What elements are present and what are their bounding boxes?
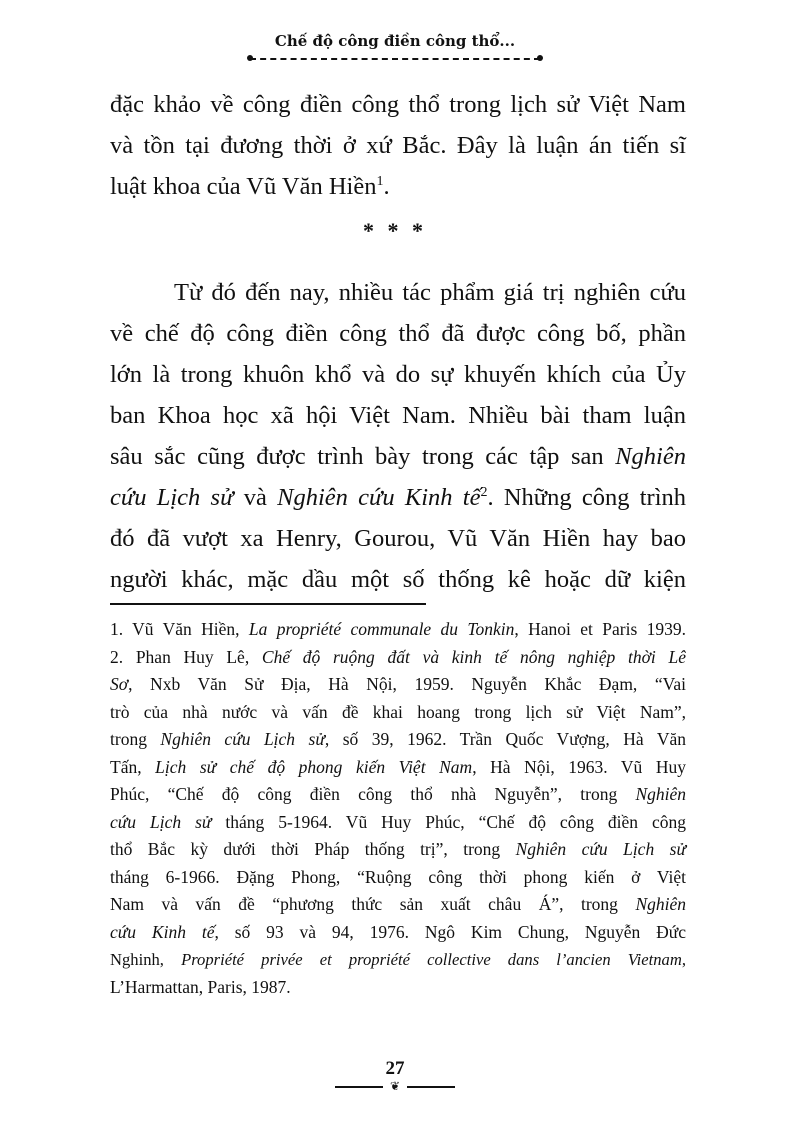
body-line: lớn là trong khuôn khổ và do sự khuyến khích của Ủy [110,361,686,388]
footnote-ref-1: 1 [376,173,384,189]
body-line: luật khoa của Vũ Văn Hiền$^1$. [110,173,390,200]
section-separator: * * * [363,218,427,243]
header-dashed-rule [250,58,540,60]
body-line: cứu Lịch sử và Nghiên cứu Kinh tế$^2$. Những công trình [110,484,687,511]
running-header-title: Chế độ công điền công thổ... [274,32,516,50]
header-rule-dot-left [247,55,253,61]
footnote-2-line: Tấn, Lịch sử chế độ phong kiến Việt Nam, Hà Nội, 1963. Vũ Huy [110,756,686,777]
body-line: và tồn tại đương thời ở xứ Bắc. Đây là luận án tiến sĩ [110,132,686,159]
body-line: về chế độ công điền công thổ đã được công bố, phần [110,320,686,347]
footnote-2-line: Phúc, “Chế độ công điền công thổ nhà Nguyễn”, trong Nghiên [110,784,686,804]
footnote-2-line: tháng 6-1966. Đặng Phong, “Ruộng công thời phong kiến ở Việt [110,866,686,887]
footnote-2-line: Nam và vấn đề “phương thức sản xuất châu Á”, trong Nghiên [110,894,686,914]
footnote-1: 1. Vũ Văn Hiền, La propriété communale du Tonkin, Hanoi et Paris 1939. [110,619,686,639]
footnote-rule [110,603,426,605]
body-line: đó đã vượt xa Henry, Gourou, Vũ Văn Hiền hay bao [110,525,686,552]
footnotes [110,616,686,1001]
footnote-2-line: trò của nhà nước và vấn đề khai hoang trong lịch sử Việt Nam”, [110,701,686,722]
footnote-2-line: cứu Lịch sử tháng 5-1964. Vũ Huy Phúc, “Chế độ công điền công [110,811,686,832]
header-rule-dot-right [537,55,543,61]
footnote-2-line: Sơ, Nxb Văn Sử Địa, Hà Nội, 1959. Nguyễn Khắc Đạm, “Vai [110,674,686,694]
body-line: Từ đó đến nay, nhiều tác phẩm giá trị nghiên cứu [174,279,686,306]
body-line: ban Khoa học xã hội Việt Nam. Nhiều bài tham luận [110,402,686,429]
footnote-2-line: 2. Phan Huy Lê, Chế độ ruộng đất và kinh tế nông nghiệp thời Lê [110,646,686,667]
footnote-2-line: thổ Bắc kỳ dưới thời Pháp thống trị”, trong Nghiên cứu Lịch sử [110,839,686,859]
body-line: đặc khảo về công điền công thổ trong lịch sử Việt Nam [110,91,686,118]
footnote-2-line: cứu Kinh tế, số 93 và 94, 1976. Ngô Kim Chung, Nguyễn Đức [110,921,687,942]
page-number: 27 [385,1058,405,1079]
footnote-2-line: Nghinh, Propriété privée et propriété collective dans l’ancien Vietnam, [110,950,686,969]
paragraph-main [110,272,686,600]
body-line: người khác, mặc dầu một số thống kê hoặc dữ kiện [110,566,686,593]
footnote-2-line: trong Nghiên cứu Lịch sử, số 39, 1962. Trần Quốc Vượng, Hà Văn [110,729,686,749]
paragraph-continued [110,84,686,207]
footnote-2-line: L’Harmattan, Paris, 1987. [110,976,291,997]
page-number-ornament-icon: ❦ [383,1079,407,1093]
body-line: sâu sắc cũng được trình bày trong các tập san Nghiên [110,443,686,470]
footnote-ref-2: 2 [480,484,488,500]
